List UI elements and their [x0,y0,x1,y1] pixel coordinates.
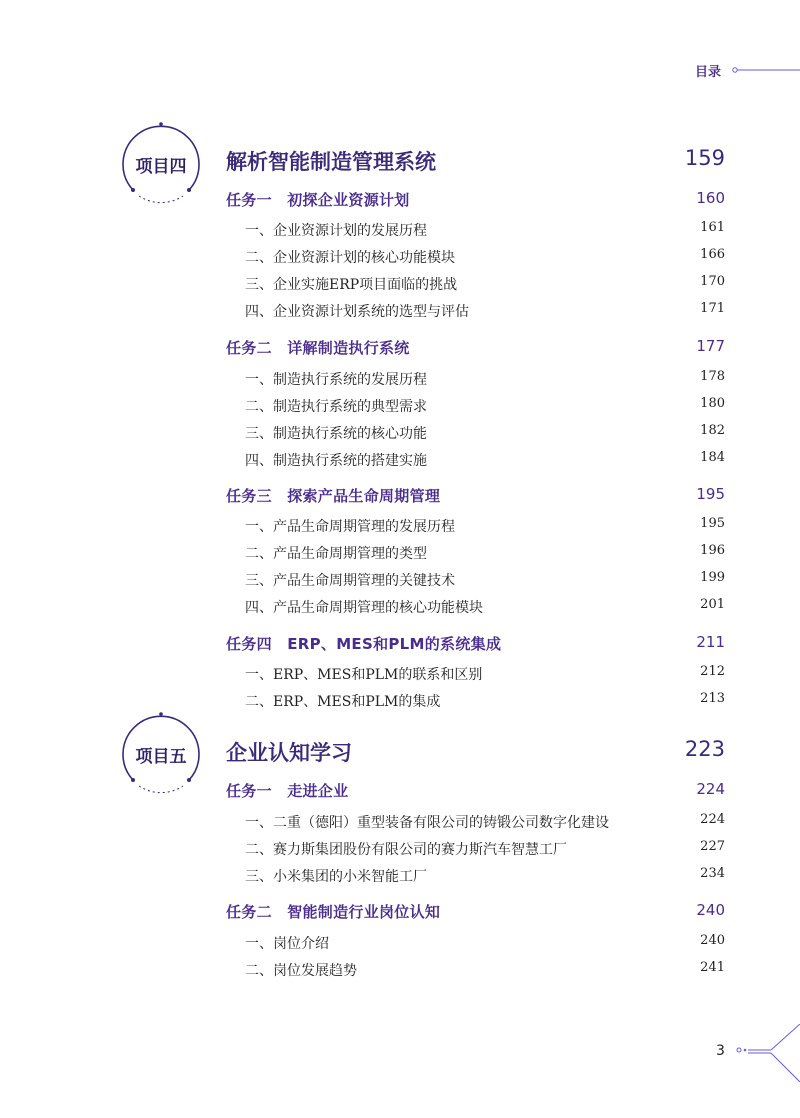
page-number: 170 [700,274,725,289]
task-title: 任务二 详解制造执行系统 [226,339,410,357]
page-number: 159 [684,146,725,170]
page-number: 223 [684,737,725,761]
item-title: 一、ERP、MES和PLM的联系和区别 [245,667,483,683]
page-number: 178 [700,369,725,384]
project-title: 企业认知学习 [226,741,352,765]
page-number: 224 [700,812,725,827]
page-number: 241 [700,960,725,975]
footer-decoration [735,1024,800,1084]
header-decoration [730,64,800,76]
page-number: 195 [696,485,725,503]
page-number: 201 [700,597,725,612]
page-number: 234 [700,866,725,881]
page-number: 213 [700,691,725,706]
item-title: 三、产品生命周期管理的关键技术 [245,573,455,589]
item-title: 一、制造执行系统的发展历程 [245,372,427,388]
page-number: 196 [700,543,725,558]
item-title: 四、产品生命周期管理的核心功能模块 [245,600,483,616]
project-badge [113,706,209,802]
page-number: 240 [700,933,725,948]
task-title: 任务三 探索产品生命周期管理 [226,487,441,505]
item-title: 二、企业资源计划的核心功能模块 [245,250,455,266]
page-number: 224 [696,780,725,798]
task-title: 任务二 智能制造行业岗位认知 [226,903,441,921]
item-title: 二、赛力斯集团股份有限公司的赛力斯汽车智慧工厂 [245,842,567,858]
item-title: 一、产品生命周期管理的发展历程 [245,519,455,535]
project-title: 解析智能制造管理系统 [226,150,436,174]
page-number: 180 [700,396,725,411]
page-number: 199 [700,570,725,585]
project-badge-label: 项目五 [135,746,187,767]
page-number: 177 [696,337,725,355]
section-title: 目录 [695,65,722,80]
page-number: 212 [700,664,725,679]
page-number-footer: 3 [716,1043,725,1059]
project-badge [113,116,209,212]
item-title: 二、岗位发展趋势 [245,963,357,979]
page-number: 166 [700,247,725,262]
item-title: 一、二重（德阳）重型装备有限公司的铸锻公司数字化建设 [245,815,609,831]
item-title: 三、小米集团的小米智能工厂 [245,869,427,885]
item-title: 四、制造执行系统的搭建实施 [245,453,427,469]
page-number: 160 [696,189,725,207]
page-number: 195 [700,516,725,531]
task-title: 任务一 走进企业 [226,782,349,800]
page-number: 227 [700,839,725,854]
item-title: 四、企业资源计划系统的选型与评估 [245,304,469,320]
project-badge-label: 项目四 [135,156,187,177]
task-title: 任务四 ERP、MES和PLM的系统集成 [226,635,502,653]
item-title: 二、产品生命周期管理的类型 [245,546,427,562]
item-title: 二、ERP、MES和PLM的集成 [245,694,441,710]
task-title: 任务一 初探企业资源计划 [226,191,410,209]
page-number: 182 [700,423,725,438]
item-title: 二、制造执行系统的典型需求 [245,399,427,415]
item-title: 一、企业资源计划的发展历程 [245,223,427,239]
page-number: 211 [696,633,725,651]
item-title: 三、企业实施ERP项目面临的挑战 [245,277,458,293]
item-title: 一、岗位介绍 [245,936,329,952]
page-number: 171 [700,301,725,316]
page-number: 184 [700,450,725,465]
page-number: 161 [700,220,725,235]
item-title: 三、制造执行系统的核心功能 [245,426,427,442]
page-number: 240 [696,901,725,919]
